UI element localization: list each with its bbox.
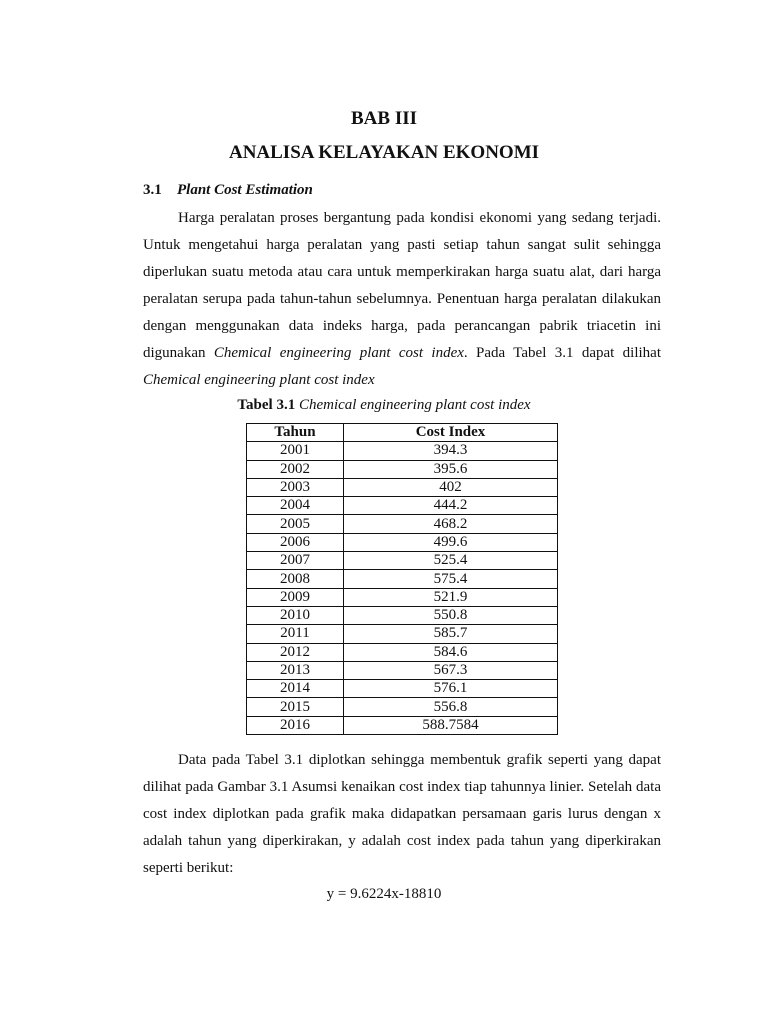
table-row — [247, 552, 558, 570]
cell-year: 2015 — [247, 698, 344, 716]
table-row — [247, 698, 558, 716]
paragraph-line: Data pada Tabel 3.1 diplotkan sehingga membentuk grafik seperti yang dapat — [178, 752, 661, 768]
cell-year: 2010 — [247, 606, 344, 624]
cell-year: 2005 — [247, 515, 344, 533]
table-row — [247, 515, 558, 533]
line-italic-text: Chemical engineering plant cost index — [143, 372, 375, 388]
paragraph-line: diperlukan suatu metoda atau cara untuk memperkirakan harga suatu alat, dari harga — [143, 264, 661, 280]
table-caption — [0, 397, 768, 414]
paragraph-plant-cost — [143, 205, 661, 394]
table-row — [247, 588, 558, 606]
chapter-number: BAB III — [351, 108, 417, 129]
paragraph-line: adalah tahun yang diperkirakan, y adalah cost index pada tahun yang diperkirakan — [143, 833, 661, 849]
table-caption-label: Tabel 3.1 — [237, 397, 296, 413]
cell-cost-index: 588.7584 — [344, 716, 558, 734]
cell-cost-index: 575.4 — [344, 570, 558, 588]
table-row — [247, 478, 558, 496]
table-row — [247, 460, 558, 478]
table-row — [247, 661, 558, 679]
cell-cost-index: 556.8 — [344, 698, 558, 716]
cell-cost-index: 585.7 — [344, 625, 558, 643]
line-text: digunakan — [143, 345, 214, 361]
paragraph-line: dengan menggunakan data indeks harga, pada perancangan pabrik triacetin ini — [143, 318, 661, 334]
table-header-row — [247, 424, 558, 442]
cell-year: 2009 — [247, 588, 344, 606]
cell-cost-index: 584.6 — [344, 643, 558, 661]
cell-year: 2012 — [247, 643, 344, 661]
paragraph-data-plot — [143, 747, 661, 882]
paragraph-line: seperti berikut: — [143, 860, 234, 876]
table-body — [247, 442, 558, 735]
paragraph-line: dilihat pada Gambar 3.1 Asumsi kenaikan cost index tiap tahunnya linier. Setelah data — [143, 779, 661, 795]
cell-year: 2011 — [247, 625, 344, 643]
paragraph-line: Untuk mengetahui harga peralatan yang pasti setiap tahun sangat sulit sehingga — [143, 237, 661, 253]
section-number: 3.1 — [143, 182, 162, 198]
cell-cost-index: 525.4 — [344, 552, 558, 570]
paragraph-line: Harga peralatan proses bergantung pada kondisi ekonomi yang sedang terjadi. — [178, 210, 661, 226]
table-row — [247, 442, 558, 460]
paragraph-line — [143, 367, 661, 394]
cell-year: 2003 — [247, 478, 344, 496]
cell-year: 2014 — [247, 680, 344, 698]
cell-year: 2002 — [247, 460, 344, 478]
table-row — [247, 680, 558, 698]
table-row — [247, 497, 558, 515]
table-row — [247, 625, 558, 643]
table-row — [247, 643, 558, 661]
paragraph-line: peralatan serupa pada tahun-tahun sebelumnya. Penentuan harga peralatan dilakukan — [143, 291, 661, 307]
cell-year: 2004 — [247, 497, 344, 515]
header-cost-index: Cost Index — [344, 424, 558, 442]
equation: y = 9.6224x-18810 — [326, 886, 442, 902]
cell-cost-index: 394.3 — [344, 442, 558, 460]
cell-cost-index: 395.6 — [344, 460, 558, 478]
table-row — [247, 716, 558, 734]
table-row — [247, 570, 558, 588]
table-row — [247, 533, 558, 551]
cell-cost-index: 521.9 — [344, 588, 558, 606]
table-row — [247, 606, 558, 624]
cell-cost-index: 444.2 — [344, 497, 558, 515]
cell-cost-index: 402 — [344, 478, 558, 496]
cell-cost-index: 567.3 — [344, 661, 558, 679]
cell-year: 2007 — [247, 552, 344, 570]
cell-cost-index: 499.6 — [344, 533, 558, 551]
line-italic-text: Chemical engineering plant cost index — [213, 345, 464, 361]
paragraph-line — [143, 340, 661, 367]
cell-year: 2001 — [247, 442, 344, 460]
paragraph-line: cost index diplotkan pada grafik maka didapatkan persamaan garis lurus dengan x — [143, 806, 661, 822]
cell-cost-index: 550.8 — [344, 606, 558, 624]
table-caption-text: Chemical engineering plant cost index — [298, 397, 531, 413]
section-heading — [143, 182, 313, 199]
cell-cost-index: 468.2 — [344, 515, 558, 533]
cell-year: 2008 — [247, 570, 344, 588]
cell-year: 2013 — [247, 661, 344, 679]
cell-year: 2006 — [247, 533, 344, 551]
cell-cost-index: 576.1 — [344, 680, 558, 698]
cell-year: 2016 — [247, 716, 344, 734]
line-text: . Pada Tabel 3.1 dapat dilihat — [463, 345, 661, 361]
chapter-title: ANALISA KELAYAKAN EKONOMI — [228, 142, 540, 163]
header-year: Tahun — [247, 424, 344, 442]
cost-index-table — [246, 423, 558, 735]
section-title: Plant Cost Estimation — [177, 182, 313, 198]
